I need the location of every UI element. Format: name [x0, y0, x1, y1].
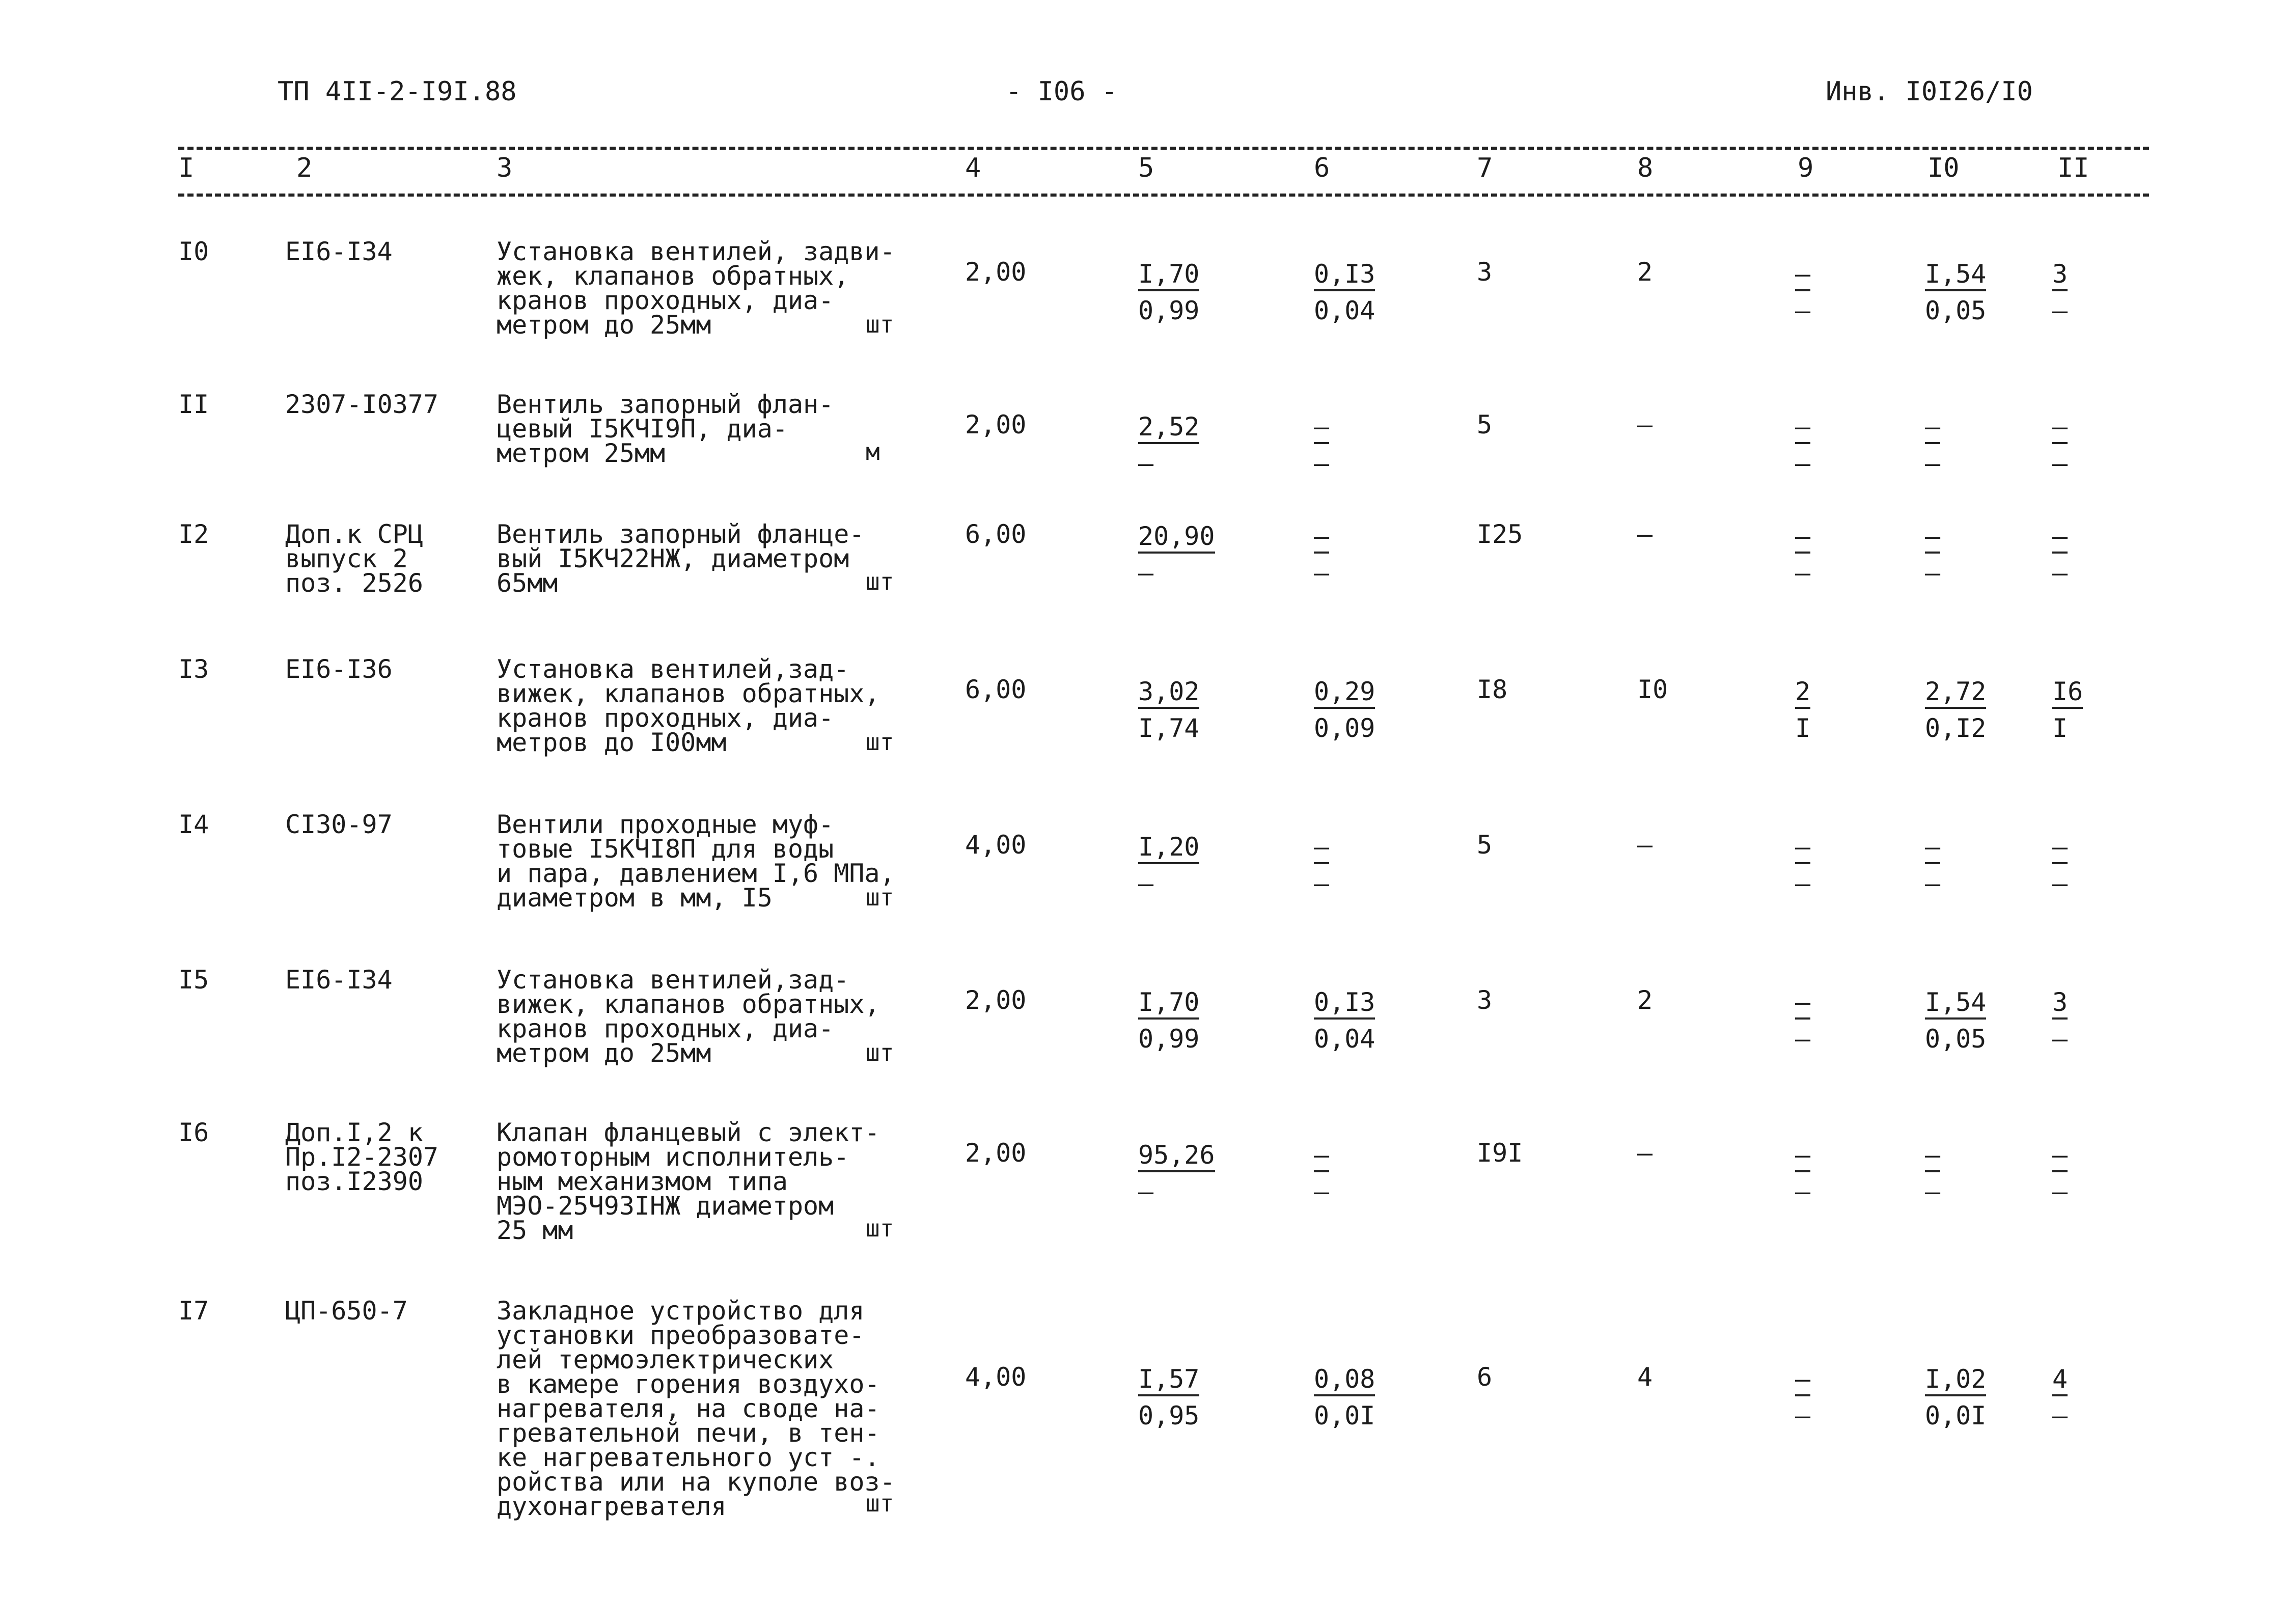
column-number: 8 — [1637, 153, 1654, 183]
column-8-value: I0 — [1637, 675, 1668, 704]
column-number: 3 — [497, 153, 513, 183]
column-11-value — [2052, 256, 2124, 329]
column-11-value-top: 3 — [2052, 260, 2068, 291]
column-number: 6 — [1314, 153, 1330, 183]
column-9-value — [1795, 829, 1866, 902]
row-number: I3 — [178, 654, 209, 684]
column-9-value — [1795, 1361, 1866, 1434]
row-number: I4 — [178, 810, 209, 839]
column-7-value: I9I — [1477, 1138, 1523, 1168]
column-6-value — [1314, 1137, 1385, 1210]
unit-of-measure: м — [866, 438, 880, 465]
column-6-value-bottom: 0,04 — [1314, 1024, 1375, 1054]
column-6-value-top: 0,I3 — [1314, 260, 1375, 291]
column-5-value-bottom: – — [1138, 449, 1154, 478]
work-description: Установка вентилей, задви- жек, клапанов обратных, кранов проходных, диа- метром до 25мм — [497, 237, 895, 340]
column-11-value — [2052, 408, 2124, 482]
column-11-value-top: – — [2052, 1141, 2068, 1172]
column-5-value-top: 95,26 — [1138, 1141, 1215, 1172]
work-description: Вентили проходные муф- товые I5КЧI8П для воды и пара, давлением I,6 МПа, диаметром в мм, I5 — [497, 810, 895, 913]
column-7-value: 5 — [1477, 410, 1493, 439]
column-9-value-bottom: – — [1795, 558, 1811, 588]
column-11-value — [2052, 518, 2124, 591]
column-11-value — [2052, 673, 2124, 747]
column-10-value — [1925, 673, 1996, 747]
column-10-value-bottom: 0,05 — [1925, 1024, 1987, 1054]
column-11-value-bottom: I — [2052, 713, 2068, 743]
work-description: Установка вентилей,зад- вижек, клапанов обратных, кранов проходных, диа- метров до I00мм — [497, 654, 880, 757]
column-5-value-bottom: 0,99 — [1138, 1024, 1200, 1054]
quantity: 2,00 — [965, 257, 1027, 287]
column-5-value-bottom: – — [1138, 869, 1154, 898]
column-10-value — [1925, 256, 1996, 329]
column-9-value-top: – — [1795, 522, 1810, 554]
column-11-value-top: I6 — [2052, 677, 2083, 709]
column-5-value-bottom: – — [1138, 558, 1154, 588]
column-10-value-top: – — [1925, 412, 1940, 444]
column-number: I0 — [1927, 153, 1960, 183]
column-11-value-top: – — [2052, 522, 2068, 554]
work-description: Вентиль запорный флан- цевый I5КЧI9П, диа- метром 25мм — [497, 390, 834, 468]
column-6-value-top: 0,29 — [1314, 677, 1375, 709]
column-10-value — [1925, 829, 1996, 902]
column-5-value-bottom: – — [1138, 1177, 1154, 1206]
column-number: 2 — [296, 153, 313, 183]
column-10-value-bottom: – — [1925, 449, 1941, 478]
column-9-value-bottom: – — [1795, 449, 1811, 478]
column-11-value-bottom: – — [2052, 1024, 2068, 1054]
quantity: 6,00 — [965, 519, 1027, 549]
column-10-value-bottom: 0,05 — [1925, 296, 1987, 325]
unit-of-measure: шт — [866, 1215, 894, 1242]
column-11-value-bottom: – — [2052, 558, 2068, 588]
column-11-value — [2052, 829, 2124, 902]
column-10-value-bottom: 0,0I — [1925, 1401, 1987, 1430]
column-8-value: 2 — [1637, 257, 1653, 287]
unit-of-measure: шт — [866, 311, 894, 338]
column-6-value-top: – — [1314, 522, 1329, 554]
column-5-value-top: I,70 — [1138, 260, 1199, 291]
quantity: 4,00 — [965, 830, 1027, 860]
column-6-value-top: 0,08 — [1314, 1365, 1375, 1396]
column-11-value-bottom: – — [2052, 296, 2068, 325]
column-9-value-bottom: – — [1795, 1177, 1811, 1206]
column-7-value: 3 — [1477, 257, 1493, 287]
document-code: ТП 4II-2-I9I.88 — [278, 76, 517, 107]
column-number: II — [2057, 153, 2089, 183]
column-9-value-top: – — [1795, 988, 1810, 1020]
norm-code: EI6-I34 — [285, 237, 393, 266]
column-8-value: – — [1637, 1138, 1653, 1168]
column-11-value — [2052, 1361, 2124, 1434]
column-5-value — [1138, 1137, 1215, 1210]
norm-code: Доп.к СРЦ выпуск 2 поз. 2526 — [285, 519, 423, 598]
column-5-value-bottom: I,74 — [1138, 713, 1200, 743]
column-9-value-top: – — [1795, 260, 1810, 291]
column-5-value-top: I,20 — [1138, 833, 1199, 864]
column-10-value-bottom: – — [1925, 558, 1941, 588]
column-11-value-bottom: – — [2052, 1401, 2068, 1430]
column-11-value — [2052, 984, 2124, 1057]
column-11-value-top: – — [2052, 833, 2068, 864]
column-5-value-top: 2,52 — [1138, 412, 1199, 444]
column-9-value — [1795, 256, 1866, 329]
quantity: 2,00 — [965, 985, 1027, 1015]
column-6-value — [1314, 256, 1385, 329]
column-5-value — [1138, 829, 1209, 902]
column-10-value-top: I,02 — [1925, 1365, 1986, 1396]
inventory-number: Инв. I0I26/I0 — [1826, 76, 2033, 107]
quantity: 4,00 — [965, 1362, 1027, 1392]
column-6-value — [1314, 518, 1385, 591]
column-5-value-top: 20,90 — [1138, 522, 1215, 554]
column-7-value: I25 — [1477, 519, 1523, 549]
column-6-value-top: – — [1314, 1141, 1329, 1172]
unit-of-measure: шт — [866, 1039, 894, 1066]
column-number: 9 — [1798, 153, 1814, 183]
column-10-value-top: I,54 — [1925, 988, 1986, 1020]
column-6-value — [1314, 984, 1385, 1057]
table-row — [0, 1120, 2286, 1304]
norm-code: CI30-97 — [285, 810, 393, 839]
column-10-value-bottom: – — [1925, 1177, 1941, 1206]
unit-of-measure: шт — [866, 884, 894, 911]
column-10-value-top: 2,72 — [1925, 677, 1986, 709]
column-6-value-bottom: – — [1314, 449, 1330, 478]
column-7-value: I8 — [1477, 675, 1508, 704]
column-5-value — [1138, 1361, 1209, 1434]
column-8-value: 2 — [1637, 985, 1653, 1015]
norm-code: EI6-I34 — [285, 965, 393, 995]
quantity: 2,00 — [965, 410, 1027, 439]
column-11-value-top: 3 — [2052, 988, 2068, 1020]
page-number: - I06 - — [1006, 76, 1118, 107]
column-10-value — [1925, 408, 1996, 482]
table-top-rule — [178, 147, 2149, 150]
column-5-value — [1138, 256, 1209, 329]
column-10-value-bottom: 0,I2 — [1925, 713, 1987, 743]
row-number: I7 — [178, 1296, 209, 1326]
unit-of-measure: шт — [866, 1490, 894, 1517]
work-description: Вентиль запорный фланце- вый I5КЧ22НЖ, диаметром 65мм — [497, 519, 865, 598]
row-number: I5 — [178, 965, 209, 995]
column-10-value — [1925, 1361, 1996, 1434]
column-6-value-top: – — [1314, 833, 1329, 864]
row-number: I0 — [178, 237, 209, 266]
column-6-value-bottom: 0,09 — [1314, 713, 1375, 743]
column-11-value-top: 4 — [2052, 1365, 2068, 1396]
column-9-value-bottom: I — [1795, 713, 1811, 743]
work-description: Установка вентилей,зад- вижек, клапанов обратных, кранов проходных, диа- метром до 25мм — [497, 965, 880, 1068]
column-9-value-top: – — [1795, 1141, 1810, 1172]
column-11-value-bottom: – — [2052, 449, 2068, 478]
column-10-value-top: I,54 — [1925, 260, 1986, 291]
column-9-value — [1795, 408, 1866, 482]
column-number: I — [178, 153, 195, 183]
quantity: 2,00 — [965, 1138, 1027, 1168]
column-6-value-bottom: – — [1314, 1177, 1330, 1206]
column-9-value-bottom: – — [1795, 869, 1811, 898]
column-8-value: – — [1637, 519, 1653, 549]
column-5-value — [1138, 518, 1215, 591]
column-11-value-top: – — [2052, 412, 2068, 444]
column-9-value-top: 2 — [1795, 677, 1810, 709]
row-number: I6 — [178, 1118, 209, 1147]
column-10-value-top: – — [1925, 1141, 1940, 1172]
column-6-value — [1314, 829, 1385, 902]
column-6-value — [1314, 408, 1385, 482]
column-6-value-bottom: 0,04 — [1314, 296, 1375, 325]
table-row — [0, 1296, 2286, 1521]
column-7-value: 3 — [1477, 985, 1493, 1015]
column-6-value-bottom: – — [1314, 558, 1330, 588]
unit-of-measure: шт — [866, 568, 894, 595]
column-9-value-bottom: – — [1795, 1401, 1811, 1430]
column-6-value-top: – — [1314, 412, 1329, 444]
norm-code: EI6-I36 — [285, 654, 393, 684]
column-5-value — [1138, 984, 1209, 1057]
quantity: 6,00 — [965, 675, 1027, 704]
column-6-value-top: 0,I3 — [1314, 988, 1375, 1020]
column-9-value-top: – — [1795, 1365, 1810, 1396]
column-8-value: – — [1637, 410, 1653, 439]
column-9-value-top: – — [1795, 412, 1810, 444]
column-7-value: 6 — [1477, 1362, 1493, 1392]
column-6-value — [1314, 1361, 1385, 1434]
column-11-value-bottom: – — [2052, 869, 2068, 898]
row-number: II — [178, 390, 209, 419]
column-5-value-bottom: 0,95 — [1138, 1401, 1200, 1430]
column-9-value-top: – — [1795, 833, 1810, 864]
column-5-value-top: I,57 — [1138, 1365, 1199, 1396]
column-5-value-top: I,70 — [1138, 988, 1199, 1020]
column-10-value-bottom: – — [1925, 869, 1941, 898]
row-number: I2 — [178, 519, 209, 549]
column-6-value — [1314, 673, 1385, 747]
column-10-value — [1925, 1137, 1996, 1210]
column-number: 4 — [965, 153, 981, 183]
column-11-value — [2052, 1137, 2124, 1210]
column-10-value — [1925, 518, 1996, 591]
column-6-value-bottom: – — [1314, 869, 1330, 898]
column-5-value-bottom: 0,99 — [1138, 296, 1200, 325]
column-9-value — [1795, 1137, 1866, 1210]
table-header-rule — [178, 194, 2149, 197]
column-5-value — [1138, 408, 1209, 482]
column-10-value — [1925, 984, 1996, 1057]
column-8-value: 4 — [1637, 1362, 1653, 1392]
column-6-value-bottom: 0,0I — [1314, 1401, 1375, 1430]
column-number: 7 — [1477, 153, 1493, 183]
column-number: 5 — [1138, 153, 1154, 183]
column-5-value — [1138, 673, 1209, 747]
column-9-value — [1795, 518, 1866, 591]
column-7-value: 5 — [1477, 830, 1493, 860]
norm-code: 2307-I0377 — [285, 390, 439, 419]
column-8-value: – — [1637, 830, 1653, 860]
column-10-value-top: – — [1925, 833, 1940, 864]
column-9-value-bottom: – — [1795, 296, 1811, 325]
unit-of-measure: шт — [866, 728, 894, 756]
column-9-value — [1795, 984, 1866, 1057]
column-10-value-top: – — [1925, 522, 1940, 554]
norm-code: ЦП-650-7 — [285, 1296, 408, 1326]
norm-code: Доп.I,2 к Пр.I2-2307 поз.I2390 — [285, 1118, 439, 1196]
work-description: Клапан фланцевый с элект- ромоторным исполнитель- ным механизмом типа МЭО-25Ч93IНЖ диаметром 25 мм — [497, 1118, 880, 1245]
work-description: Закладное устройство для установки преобразовате- лей термоэлектрических в камере горения воздухо- нагревателя, на своде на- гревательной печи, в тен- ке нагревательного уст -. ройства или на куполе воз- духонагревателя — [497, 1296, 895, 1521]
column-9-value-bottom: – — [1795, 1024, 1811, 1054]
column-5-value-top: 3,02 — [1138, 677, 1199, 709]
column-11-value-bottom: – — [2052, 1177, 2068, 1206]
column-9-value — [1795, 673, 1866, 747]
